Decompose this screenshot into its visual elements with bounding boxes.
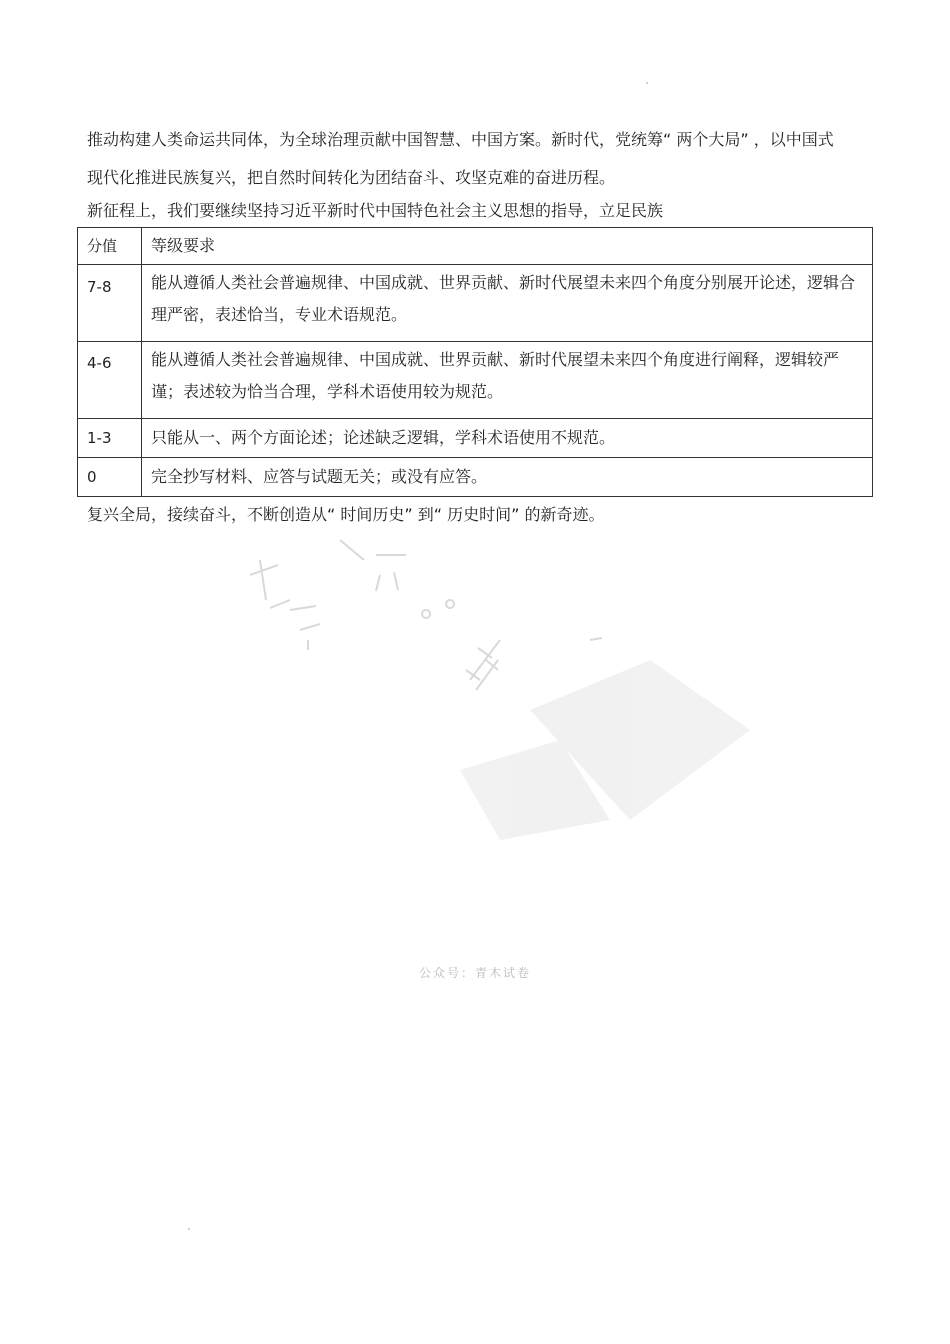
table-cell: [142, 458, 873, 497]
grading-rubric-table: [77, 227, 873, 497]
header-cell: [78, 228, 142, 265]
table-row: [78, 265, 873, 342]
paragraph: 新征程上，我们要继续坚持习近平新时代中国特色社会主义思想的指导，立足民族: [87, 201, 664, 220]
table-cell: [78, 458, 142, 497]
requirement-text: 能从遵循人类社会普遍规律、中国成就、世界贡献、新时代展望未来四个角度进行阐释，逻辑较严谨；表述较为恰当合理，学科术语使用较为规范。: [151, 350, 840, 401]
table-row: [78, 458, 873, 497]
table-cell: [78, 342, 142, 419]
table-row: [78, 419, 873, 458]
paragraph: 复兴全局，接续奋斗，不断创造从“ 时间历史” 到“ 历史时间” 的新奇迹。: [87, 505, 605, 524]
table-cell: [142, 265, 873, 342]
paragraph: 现代化推进民族复兴，把自然时间转化为团结奋斗、攻坚克难的奋进历程。: [87, 168, 616, 187]
table-header-row: [78, 228, 873, 265]
requirement-header: 等级要求: [151, 236, 216, 255]
score-value: 0: [87, 468, 97, 486]
scan-speck: [646, 82, 648, 84]
scan-speck: [188, 1228, 190, 1230]
table-row: [78, 342, 873, 419]
score-value: 7-8: [87, 278, 112, 296]
paragraph: 推动构建人类命运共同体，为全球治理贡献中国智慧、中国方案。新时代，党统筹“ 两个大局” ，以中国式: [87, 130, 834, 149]
table-cell: [78, 265, 142, 342]
faint-watermark-graphic: [230, 520, 830, 880]
score-value: 4-6: [87, 354, 112, 372]
requirement-text: 只能从一、两个方面论述；论述缺乏逻辑，学科术语使用不规范。: [151, 428, 616, 447]
table-cell: [142, 419, 873, 458]
score-header: 分值: [87, 237, 118, 255]
table-cell: [78, 419, 142, 458]
footer-watermark-text: 公众号：青木试卷: [418, 966, 531, 980]
score-value: 1-3: [87, 429, 112, 447]
header-cell: [142, 228, 873, 265]
requirement-text: 完全抄写材料、应答与试题无关；或没有应答。: [151, 467, 488, 486]
table-cell: [142, 342, 873, 419]
requirement-text: 能从遵循人类社会普遍规律、中国成就、世界贡献、新时代展望未来四个角度分别展开论述，逻辑合理严密，表述恰当，专业术语规范。: [151, 273, 856, 324]
